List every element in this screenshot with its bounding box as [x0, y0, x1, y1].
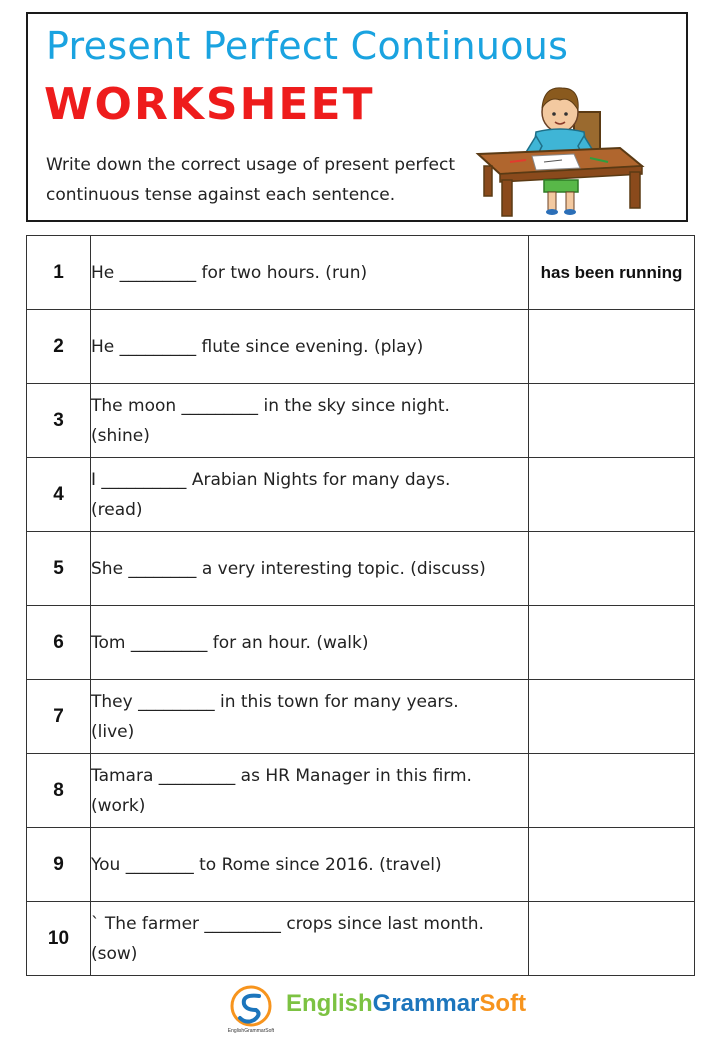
question-row [27, 754, 695, 828]
sentence-hint: (read) [91, 499, 143, 520]
question-number: 2 [27, 310, 91, 384]
answer-cell[interactable] [529, 680, 695, 754]
sentence-hint: (live) [91, 721, 135, 742]
brand-name [286, 990, 526, 1018]
question-sentence [91, 236, 529, 310]
brand-logo-icon [228, 984, 274, 1034]
sentence-line: They _________ in this town for many years. [91, 691, 459, 712]
instructions-line-2: continuous tense against each sentence. [46, 185, 396, 205]
brand-prefix: English [286, 990, 373, 1017]
brand-suffix: Soft [479, 990, 527, 1017]
question-row [27, 310, 695, 384]
boy-writing-illustration [470, 70, 650, 220]
sentence-hint: (work) [91, 795, 146, 816]
sentence-line: He _________ for two hours. (run) [91, 262, 368, 283]
instructions [46, 150, 466, 210]
question-sentence [91, 902, 529, 976]
answer-cell[interactable] [529, 606, 695, 680]
question-number: 9 [27, 828, 91, 902]
worksheet-subtitle: WORKSHEET [44, 79, 375, 130]
question-row [27, 384, 695, 458]
question-row [27, 458, 695, 532]
question-sentence [91, 384, 529, 458]
worksheet-table [26, 235, 695, 976]
sentence-line: The moon _________ in the sky since night. [91, 395, 450, 416]
sentence-hint: (sow) [91, 943, 138, 964]
sentence-line: She ________ a very interesting topic. (discuss) [91, 558, 486, 579]
question-row [27, 606, 695, 680]
question-row [27, 532, 695, 606]
question-row [27, 236, 695, 310]
answer-cell[interactable]: has been running [529, 236, 695, 310]
worksheet-title: Present Perfect Continuous [46, 24, 569, 68]
question-number: 8 [27, 754, 91, 828]
sentence-line: I __________ Arabian Nights for many days. [91, 469, 451, 490]
question-number: 7 [27, 680, 91, 754]
logo-caption: EnglishGrammarSoft [228, 1028, 274, 1034]
sentence-line: ` The farmer _________ crops since last month. [91, 913, 484, 934]
question-sentence [91, 754, 529, 828]
answer-cell[interactable] [529, 384, 695, 458]
brand-middle: Grammar [372, 990, 480, 1017]
answer-cell[interactable] [529, 754, 695, 828]
question-sentence [91, 310, 529, 384]
sentence-line: Tom _________ for an hour. (walk) [91, 632, 369, 653]
question-number: 10 [27, 902, 91, 976]
question-sentence [91, 606, 529, 680]
question-number: 3 [27, 384, 91, 458]
question-sentence [91, 532, 529, 606]
answer-cell[interactable] [529, 458, 695, 532]
sentence-line: Tamara _________ as HR Manager in this firm. [91, 765, 472, 786]
question-row [27, 902, 695, 976]
question-row [27, 828, 695, 902]
question-number: 5 [27, 532, 91, 606]
sentence-line: You ________ to Rome since 2016. (travel) [91, 854, 442, 875]
answer-cell[interactable] [529, 532, 695, 606]
question-sentence [91, 680, 529, 754]
answer-cell[interactable] [529, 828, 695, 902]
instructions-line-1: Write down the correct usage of present perfect [46, 155, 456, 175]
question-number: 6 [27, 606, 91, 680]
question-sentence [91, 458, 529, 532]
answer-cell[interactable] [529, 902, 695, 976]
brand-footer [228, 982, 548, 1038]
question-row [27, 680, 695, 754]
question-number: 1 [27, 236, 91, 310]
question-sentence [91, 828, 529, 902]
answer-cell[interactable] [529, 310, 695, 384]
question-number: 4 [27, 458, 91, 532]
sentence-hint: (shine) [91, 425, 150, 446]
sentence-line: He _________ flute since evening. (play) [91, 336, 424, 357]
